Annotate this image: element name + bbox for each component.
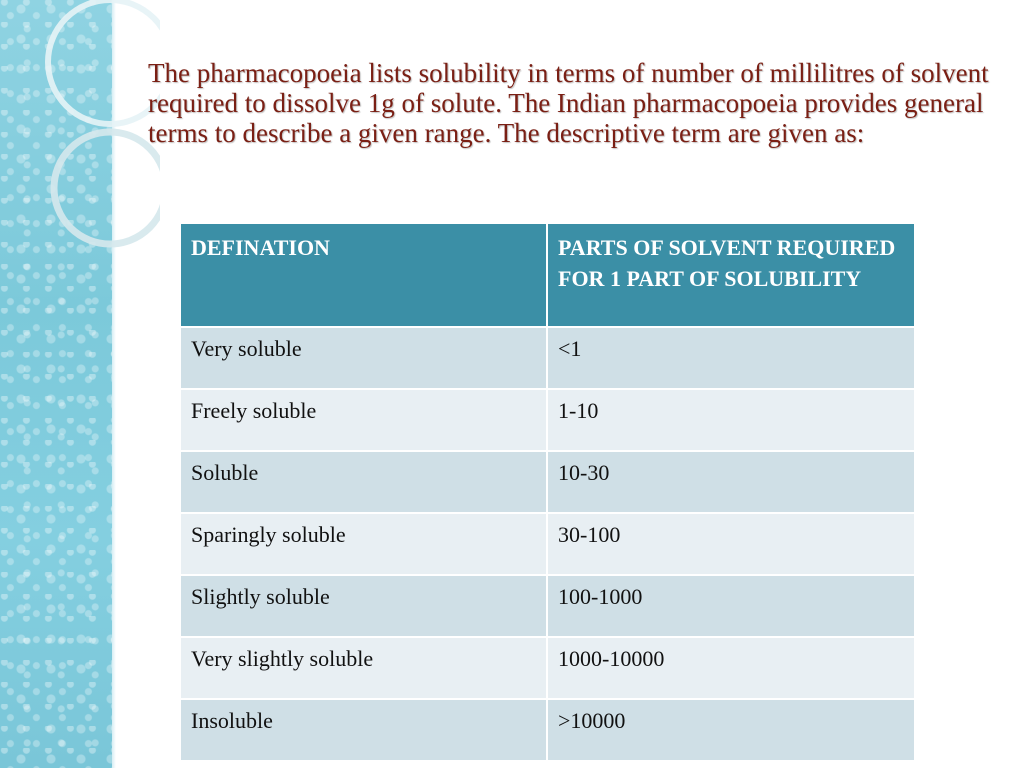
row-term: Slightly soluble <box>180 575 547 637</box>
row-parts: 10-30 <box>547 451 915 513</box>
slide-intro-text: The pharmacopoeia lists solubility in terms of number of millilitres of solvent required to dissolve 1g of solute. The Indian pharmacopoeia provides general terms to describe a given range. The descriptive term are given as: <box>148 58 989 148</box>
table-row <box>180 389 915 451</box>
row-parts: >10000 <box>547 699 915 761</box>
table-header-row <box>180 223 915 327</box>
row-parts: 30-100 <box>547 513 915 575</box>
row-term: Sparingly soluble <box>180 513 547 575</box>
row-term: Soluble <box>180 451 547 513</box>
row-term: Freely soluble <box>180 389 547 451</box>
row-term: Insoluble <box>180 699 547 761</box>
row-parts: 100-1000 <box>547 575 915 637</box>
table-row <box>180 575 915 637</box>
header-definition: DEFINATION <box>180 223 547 327</box>
header-parts-of-solvent: PARTS OF SOLVENT REQUIRED FOR 1 PART OF SOLUBILITY <box>547 223 915 327</box>
row-term: Very slightly soluble <box>180 637 547 699</box>
row-parts: 1-10 <box>547 389 915 451</box>
row-parts: <1 <box>547 327 915 389</box>
table-row <box>180 327 915 389</box>
table-row <box>180 451 915 513</box>
table-row <box>180 513 915 575</box>
decorative-rings-icon <box>0 0 160 260</box>
table-row <box>180 637 915 699</box>
solubility-table <box>179 222 916 762</box>
row-parts: 1000-10000 <box>547 637 915 699</box>
row-term: Very soluble <box>180 327 547 389</box>
table-row <box>180 699 915 761</box>
